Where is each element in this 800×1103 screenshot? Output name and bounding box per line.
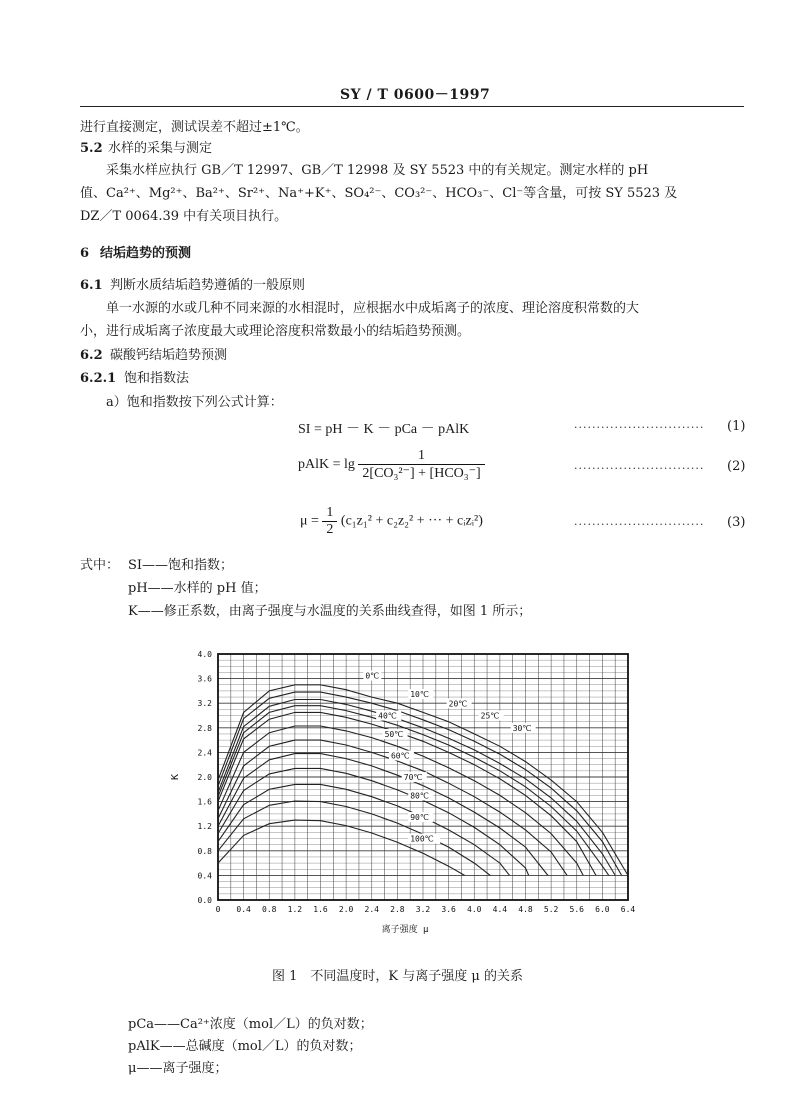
y-tick-label: 2.8 <box>197 723 212 733</box>
equation-2-denominator: 2[CO₃²⁻] + [HCO₃⁻] <box>362 466 481 481</box>
equation-3-half <box>322 505 337 538</box>
doc-code-header: SY / T 0600－1997 <box>340 87 491 103</box>
x-tick-label: 6.4 <box>620 905 636 914</box>
y-tick-label: 0.8 <box>197 846 212 856</box>
where-label: 式中： <box>80 558 120 573</box>
x-tick-label: 3.6 <box>441 905 456 914</box>
section-6-1-line-2: 小，进行成垢离子浓度最大或理论溶度积常数最小的结垢趋势预测。 <box>80 324 471 339</box>
y-tick-label: 3.6 <box>197 674 212 684</box>
equation-3-half-denominator: 2 <box>326 522 334 537</box>
curve-label: 50℃ <box>384 730 404 740</box>
section-6-1-number: 6.1 <box>80 278 103 293</box>
y-tick-label: 1.6 <box>197 797 212 807</box>
equation-3-number: (3) <box>727 515 746 530</box>
curve-label: 100℃ <box>410 834 434 844</box>
definition-mu: μ——离子强度； <box>128 1061 228 1076</box>
equation-3-rhs: (c₁z₁² + c₂z₂² + ··· + cᵢzᵢ²) <box>340 513 483 529</box>
section-5-2-line-1: 采集水样应执行 GB／T 12997、GB／T 12998 及 SY 5523 中的有关规定。测定水样的 pH <box>106 163 649 178</box>
equation-3 <box>300 505 483 538</box>
y-tick-label: 1.2 <box>197 822 212 832</box>
list-item-a: a）饱和指数按下列公式计算： <box>106 395 283 410</box>
x-tick-label: 2.0 <box>338 905 354 914</box>
k-vs-ionic-strength-chart <box>170 640 650 945</box>
section-6-2-title: 碳酸钙结垢趋势预测 <box>110 348 228 363</box>
equation-2-number: (2) <box>727 459 746 474</box>
curve-label: 90℃ <box>410 813 429 823</box>
y-tick-label: 0.0 <box>197 896 212 905</box>
curve-label: 70℃ <box>403 773 423 783</box>
section-6-title: 结垢趋势的预测 <box>100 246 192 261</box>
x-tick-label: 5.6 <box>569 905 584 914</box>
curve-label: 10℃ <box>410 690 429 700</box>
curve-label: 0℃ <box>365 671 380 681</box>
y-tick-label: 4.0 <box>197 650 212 659</box>
equation-2 <box>298 448 485 482</box>
equation-2-fraction <box>358 448 484 482</box>
series-curve <box>218 768 529 875</box>
x-tick-label: 1.6 <box>313 905 328 914</box>
equation-1-leader: ····························· <box>574 421 705 434</box>
x-tick-label: 3.2 <box>415 905 431 914</box>
series-curve <box>218 723 583 875</box>
section-6-1-title: 判断水质结垢趋势遵循的一般原则 <box>110 278 306 293</box>
series-curve <box>218 801 490 875</box>
x-tick-label: 2.4 <box>364 905 379 914</box>
curve-label: 60℃ <box>390 751 410 761</box>
equation-2-leader: ····························· <box>574 462 705 475</box>
definition-palk: pAlK——总碱度（mol／L）的负对数； <box>128 1039 362 1054</box>
curve-label: 80℃ <box>410 791 429 801</box>
x-tick-label: 4.4 <box>492 905 508 914</box>
curve-label: 40℃ <box>378 711 397 721</box>
x-tick-label: 0 <box>215 905 221 914</box>
section-5-2-line-3: DZ／T 0064.39 中有关项目执行。 <box>80 209 288 224</box>
series-curve <box>218 784 510 875</box>
paragraph-continuation: 进行直接测定，测试误差不超过±1℃。 <box>80 120 309 135</box>
figure-caption: 图 1 不同温度时，K 与离子强度 μ 的关系 <box>272 969 523 984</box>
section-5-2-title: 水样的采集与测定 <box>108 141 213 156</box>
curve-label: 20℃ <box>448 699 468 709</box>
y-axis-label: K <box>170 773 181 781</box>
section-5-2-line-2: 值、Ca²⁺、Mg²⁺、Ba²⁺、Sr²⁺、Na⁺+K⁺、SO₄²⁻、CO₃²⁻、HCO₃⁻、Cl⁻等含量，可按 SY 5523 及 <box>80 186 678 201</box>
definition-si: SI——饱和指数； <box>128 558 234 573</box>
equation-1-number: (1) <box>727 419 746 434</box>
definition-pca: pCa——Ca²⁺浓度（mol／L）的负对数； <box>128 1017 373 1032</box>
section-6-2-1-title: 饱和指数法 <box>124 371 190 386</box>
section-5-2-number: 5.2 <box>80 141 103 156</box>
section-6-2-1-number: 6.2.1 <box>80 371 117 386</box>
section-6-2-number: 6.2 <box>80 348 103 363</box>
curve-label: 30℃ <box>512 723 532 733</box>
equation-1: SI = pH － K － pCa － pAlK <box>298 422 470 437</box>
x-tick-label: 5.2 <box>543 905 559 914</box>
x-tick-label: 0.4 <box>236 905 251 914</box>
y-tick-label: 2.4 <box>197 748 212 758</box>
x-tick-label: 2.8 <box>390 905 405 914</box>
header-rule <box>80 106 744 107</box>
x-tick-label: 4.0 <box>467 905 482 914</box>
x-axis-label: 离子强度 μ <box>381 925 429 935</box>
x-tick-label: 6.0 <box>595 905 610 914</box>
equation-3-half-numerator: 1 <box>322 505 337 522</box>
y-tick-label: 0.4 <box>197 871 212 881</box>
series-curve <box>218 820 465 875</box>
definition-k: K——修正系数，由离子强度与水温度的关系曲线查得，如图 1 所示； <box>128 604 532 619</box>
definition-ph: pH——水样的 pH 值； <box>128 581 267 596</box>
curve-label: 25℃ <box>480 711 500 721</box>
equation-3-lhs: μ = <box>300 513 323 529</box>
x-tick-label: 1.2 <box>287 905 303 914</box>
equation-3-leader: ····························· <box>574 518 705 531</box>
x-tick-label: 4.8 <box>518 905 533 914</box>
section-6-1-line-1: 单一水源的水或几种不同来源的水相混时，应根据水中成垢离子的浓度、理论溶度积常数的大 <box>106 301 640 316</box>
y-tick-label: 2.0 <box>197 773 212 782</box>
section-6-number: 6 <box>80 246 90 261</box>
x-tick-label: 0.8 <box>262 905 277 914</box>
y-tick-label: 3.2 <box>197 699 212 709</box>
equation-2-lhs: pAlK = lg <box>298 457 355 473</box>
equation-2-numerator: 1 <box>358 448 484 465</box>
